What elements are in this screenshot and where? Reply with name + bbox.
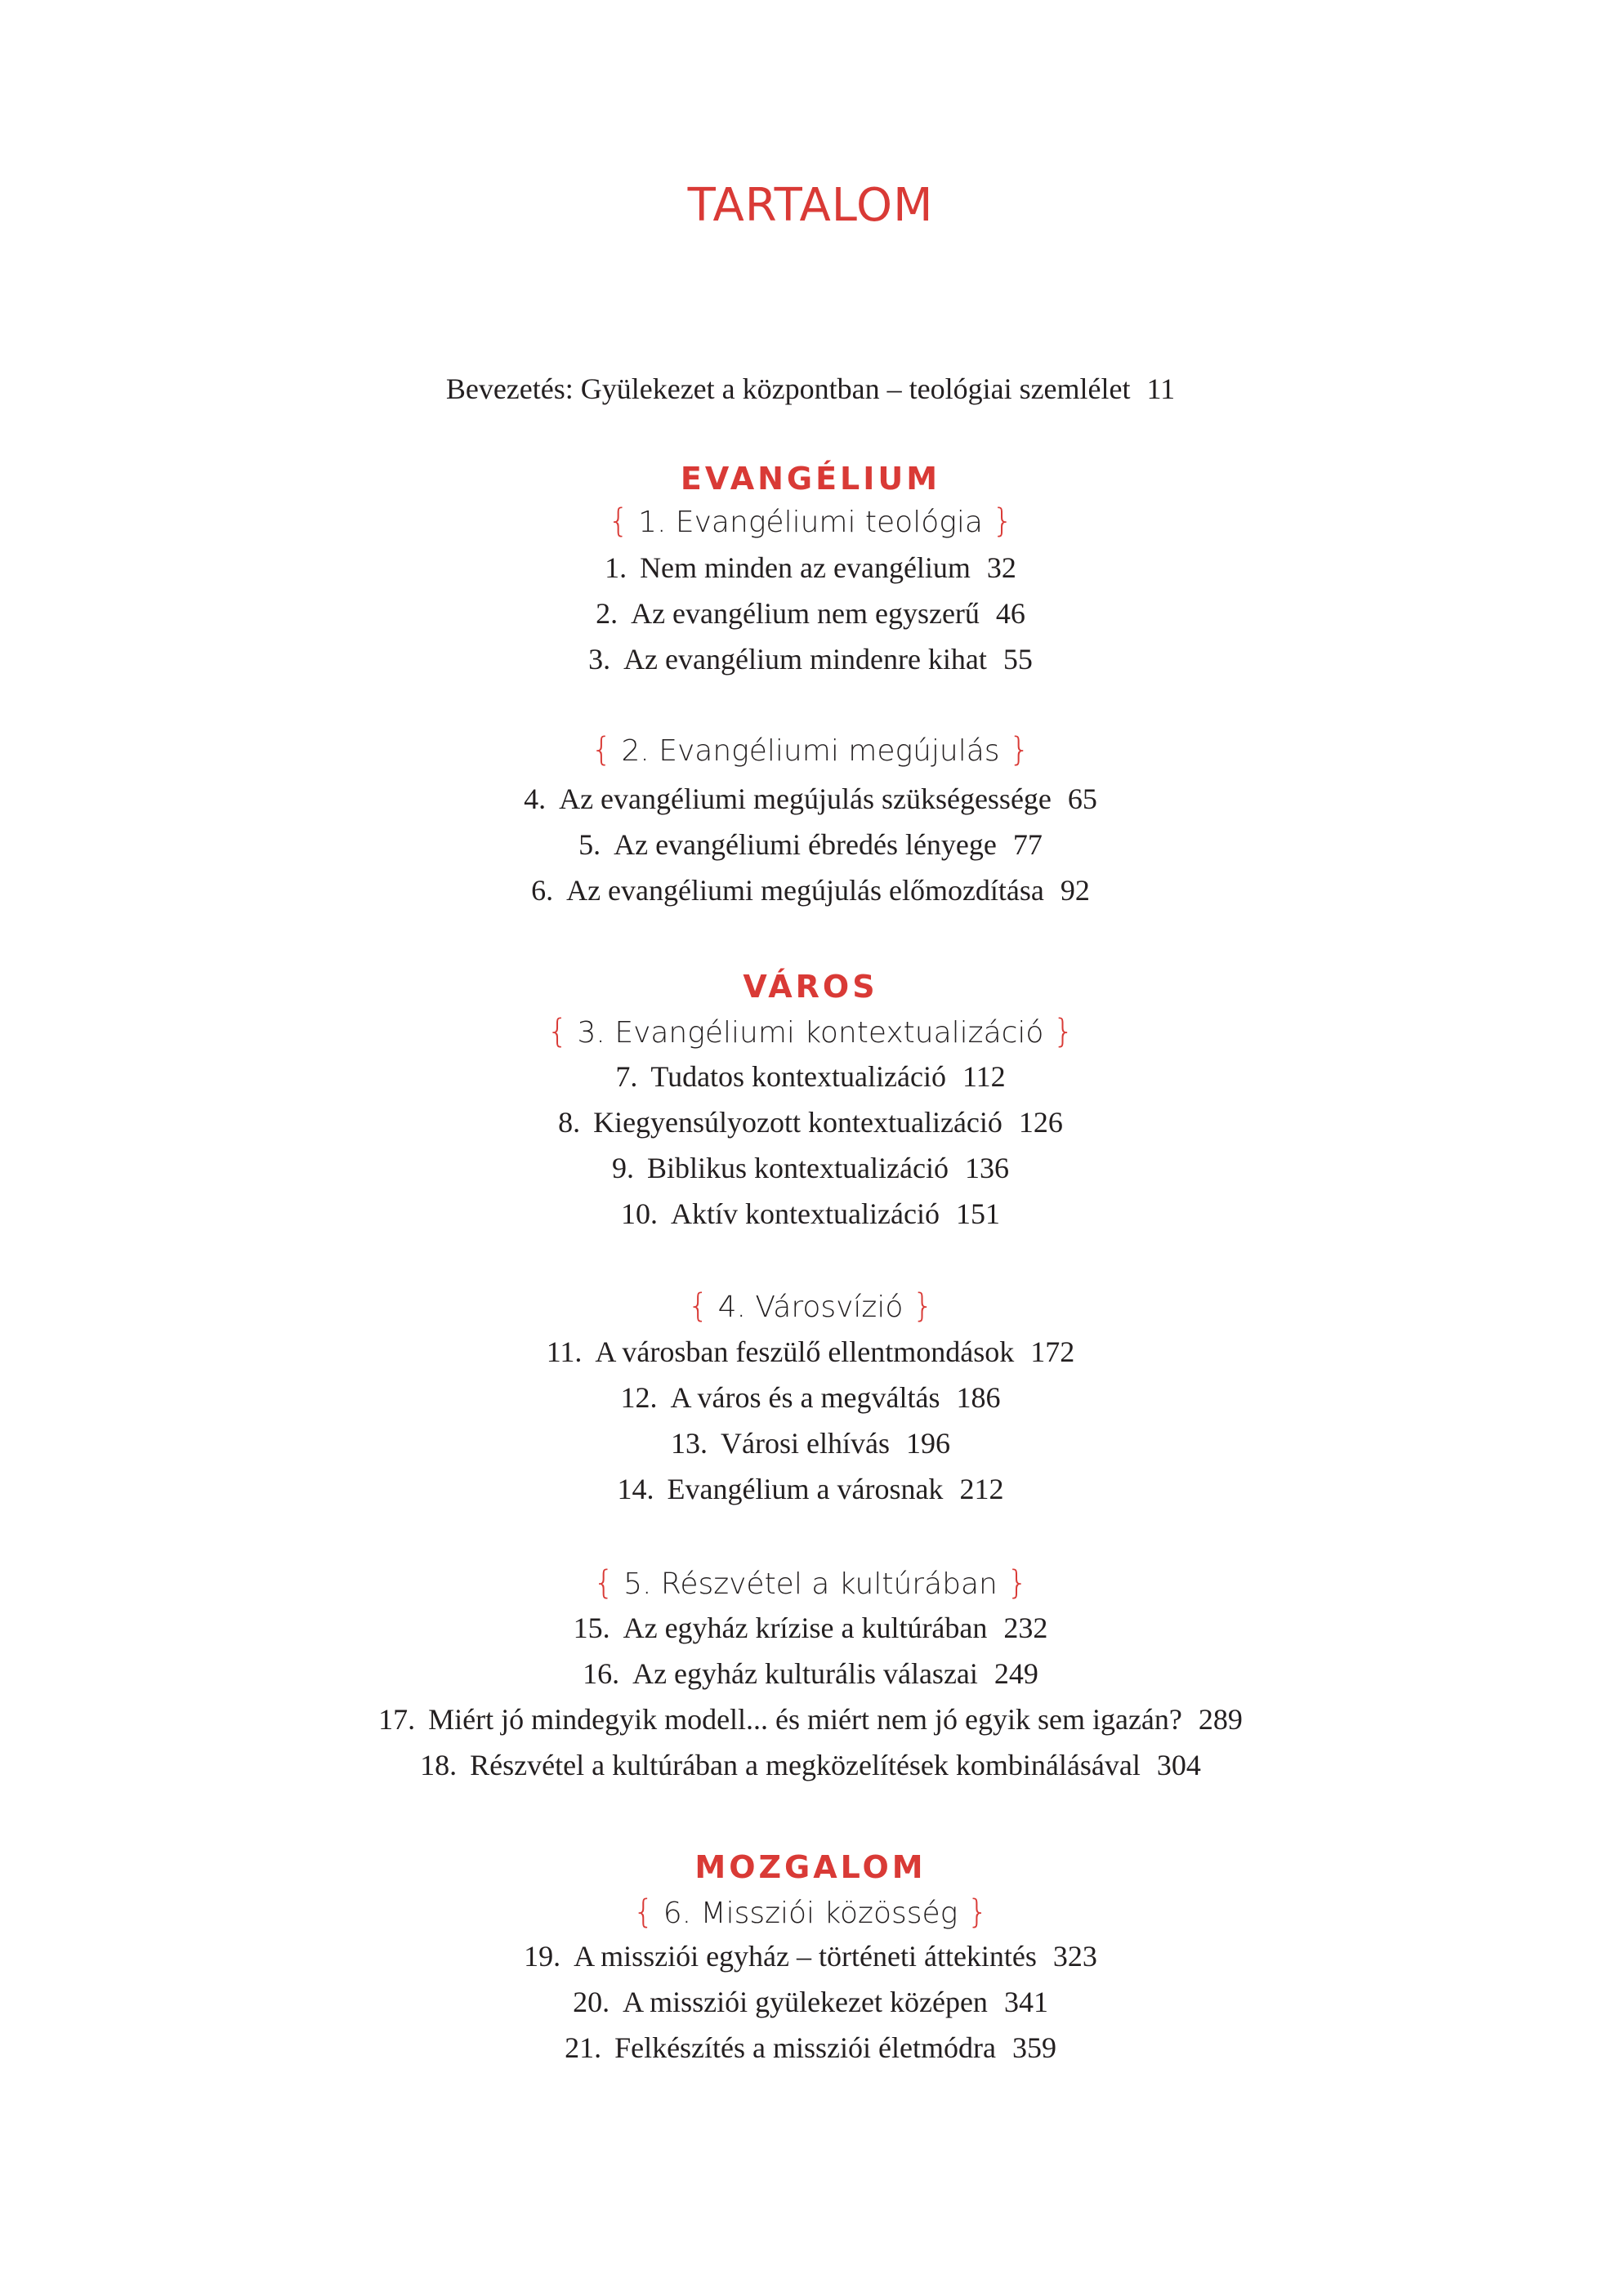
intro-entry <box>0 366 1621 412</box>
chapter-number: 11. <box>546 1335 583 1368</box>
chapter-entry <box>0 1054 1621 1099</box>
chapter-entry <box>0 867 1621 913</box>
chapter-page: 341 <box>1003 1986 1048 2018</box>
chapter-entry <box>0 1420 1621 1466</box>
chapter-page: 196 <box>905 1427 950 1460</box>
chapter-number: 13. <box>671 1427 708 1460</box>
chapter-entry <box>0 1191 1621 1237</box>
close-brace-icon: } <box>1052 1013 1074 1050</box>
chapter-entry <box>0 545 1621 591</box>
part-title: 4. Városvízió <box>717 1291 904 1324</box>
chapter-number: 10. <box>621 1197 659 1230</box>
chapter-page: 77 <box>1012 828 1043 861</box>
chapter-title: Az egyház krízise a kultúrában <box>623 1612 988 1644</box>
chapter-entry <box>0 1099 1621 1145</box>
section-heading-varos: VÁROS <box>743 969 878 1005</box>
chapter-entry <box>0 1329 1621 1375</box>
open-brace-icon: { <box>632 1893 654 1931</box>
chapter-page: 212 <box>959 1473 1004 1505</box>
part-title: 6. Missziói közösség <box>663 1897 958 1930</box>
chapter-title: Az egyház kulturális válaszai <box>632 1657 978 1690</box>
part-heading-2 <box>0 725 1621 776</box>
chapter-number: 14. <box>617 1473 654 1505</box>
chapter-entry <box>0 2025 1621 2071</box>
chapter-page: 232 <box>1003 1612 1048 1644</box>
chapter-entry <box>0 1933 1621 1979</box>
open-brace-icon: { <box>547 1013 569 1050</box>
chapter-entry <box>0 1651 1621 1696</box>
chapter-page: 46 <box>995 597 1025 630</box>
page-title: TARTALOM <box>687 179 934 232</box>
chapter-title: Az evangéliumi megújulás előmozdítása <box>566 874 1044 907</box>
chapter-number: 12. <box>620 1381 658 1414</box>
chapter-entry <box>0 1466 1621 1512</box>
part-title: 2. Evangéliumi megújulás <box>621 734 1000 768</box>
chapter-page: 112 <box>962 1060 1006 1093</box>
chapter-page: 65 <box>1067 782 1097 815</box>
chapter-list-5 <box>0 1605 1621 1788</box>
chapter-title: Az evangéliumi ébredés lényege <box>614 828 997 861</box>
chapter-entry <box>0 776 1621 822</box>
chapter-number: 8. <box>558 1106 581 1139</box>
chapter-number: 21. <box>565 2031 602 2064</box>
chapter-list-1 <box>0 545 1621 682</box>
chapter-number: 5. <box>578 828 601 861</box>
chapter-number: 20. <box>573 1986 610 2018</box>
chapter-entry <box>0 636 1621 682</box>
chapter-list-6 <box>0 1933 1621 2071</box>
chapter-title: Felkészítés a missziói életmódra <box>614 2031 996 2064</box>
part-heading-3 <box>0 1007 1621 1058</box>
chapter-number: 7. <box>615 1060 638 1093</box>
chapter-entry <box>0 1742 1621 1788</box>
chapter-number: 4. <box>524 782 547 815</box>
chapter-number: 9. <box>612 1152 635 1184</box>
close-brace-icon: } <box>992 502 1013 540</box>
chapter-list-3 <box>0 1054 1621 1237</box>
chapter-entry <box>0 591 1621 636</box>
part-heading-6 <box>0 1888 1621 1938</box>
chapter-number: 19. <box>524 1940 561 1973</box>
chapter-page: 151 <box>955 1197 1000 1230</box>
chapter-title: Az evangéliumi megújulás szükségessége <box>559 782 1052 815</box>
chapter-page: 304 <box>1156 1749 1201 1781</box>
open-brace-icon: { <box>591 731 612 769</box>
open-brace-icon: { <box>608 502 629 540</box>
part-title: 5. Részvétel a kultúrában <box>623 1567 998 1601</box>
close-brace-icon: } <box>912 1287 934 1325</box>
intro-label: Bevezetés: Gyülekezet a központban – teológiai szemlélet <box>445 372 1131 405</box>
chapter-page: 289 <box>1198 1703 1243 1736</box>
section-heading-mozgalom: MOZGALOM <box>694 1849 927 1885</box>
chapter-number: 16. <box>583 1657 620 1690</box>
chapter-title: A missziói egyház – történeti áttekintés <box>574 1940 1037 1973</box>
chapter-page: 249 <box>994 1657 1038 1690</box>
chapter-page: 172 <box>1030 1335 1075 1368</box>
chapter-number: 2. <box>596 597 618 630</box>
chapter-entry <box>0 1605 1621 1651</box>
chapter-title: Biblikus kontextualizáció <box>647 1152 949 1184</box>
chapter-page: 32 <box>986 551 1016 584</box>
chapter-title: Tudatos kontextualizáció <box>650 1060 946 1093</box>
chapter-title: Kiegyensúlyozott kontextualizáció <box>593 1106 1003 1139</box>
close-brace-icon: } <box>1008 731 1030 769</box>
chapter-number: 6. <box>531 874 554 907</box>
chapter-list-4 <box>0 1329 1621 1512</box>
chapter-page: 126 <box>1018 1106 1063 1139</box>
chapter-title: Aktív kontextualizáció <box>671 1197 940 1230</box>
chapter-entry <box>0 1375 1621 1420</box>
open-brace-icon: { <box>687 1287 709 1325</box>
chapter-number: 18. <box>420 1749 458 1781</box>
chapter-title: Az evangélium nem egyszerű <box>631 597 980 630</box>
chapter-entry <box>0 1145 1621 1191</box>
chapter-page: 92 <box>1060 874 1090 907</box>
chapter-number: 15. <box>573 1612 610 1644</box>
part-heading-5 <box>0 1558 1621 1609</box>
open-brace-icon: { <box>593 1564 614 1602</box>
chapter-title: Részvétel a kultúrában a megközelítések kombinálásával <box>470 1749 1141 1781</box>
chapter-entry <box>0 1979 1621 2025</box>
chapter-number: 3. <box>588 643 611 675</box>
chapter-title: A város és a megváltás <box>670 1381 940 1414</box>
chapter-title: Miért jó mindegyik modell... és miért nem jó egyik sem igazán? <box>428 1703 1182 1736</box>
chapter-page: 186 <box>956 1381 1001 1414</box>
chapter-page: 323 <box>1052 1940 1097 1973</box>
chapter-title: Az evangélium mindenre kihat <box>623 643 987 675</box>
part-title: 1. Evangéliumi teológia <box>638 506 983 539</box>
chapter-title: A városban feszülő ellentmondások <box>595 1335 1015 1368</box>
chapter-entry <box>0 1696 1621 1742</box>
chapter-number: 17. <box>378 1703 416 1736</box>
part-heading-4 <box>0 1282 1621 1332</box>
chapter-page: 55 <box>1003 643 1033 675</box>
chapter-entry <box>0 822 1621 867</box>
close-brace-icon: } <box>1007 1564 1028 1602</box>
chapter-page: 359 <box>1011 2031 1056 2064</box>
chapter-number: 1. <box>605 551 627 584</box>
chapter-title: A missziói gyülekezet középen <box>623 1986 988 2018</box>
chapter-title: Evangélium a városnak <box>667 1473 944 1505</box>
chapter-page: 136 <box>964 1152 1009 1184</box>
chapter-list-2 <box>0 776 1621 913</box>
chapter-title: Nem minden az evangélium <box>640 551 971 584</box>
section-heading-evangelium: EVANGÉLIUM <box>680 461 941 497</box>
part-title: 3. Evangéliumi kontextualizáció <box>577 1016 1044 1050</box>
chapter-title: Városi elhívás <box>721 1427 890 1460</box>
part-heading-1 <box>0 497 1621 547</box>
close-brace-icon: } <box>967 1893 989 1931</box>
intro-page: 11 <box>1146 372 1176 405</box>
